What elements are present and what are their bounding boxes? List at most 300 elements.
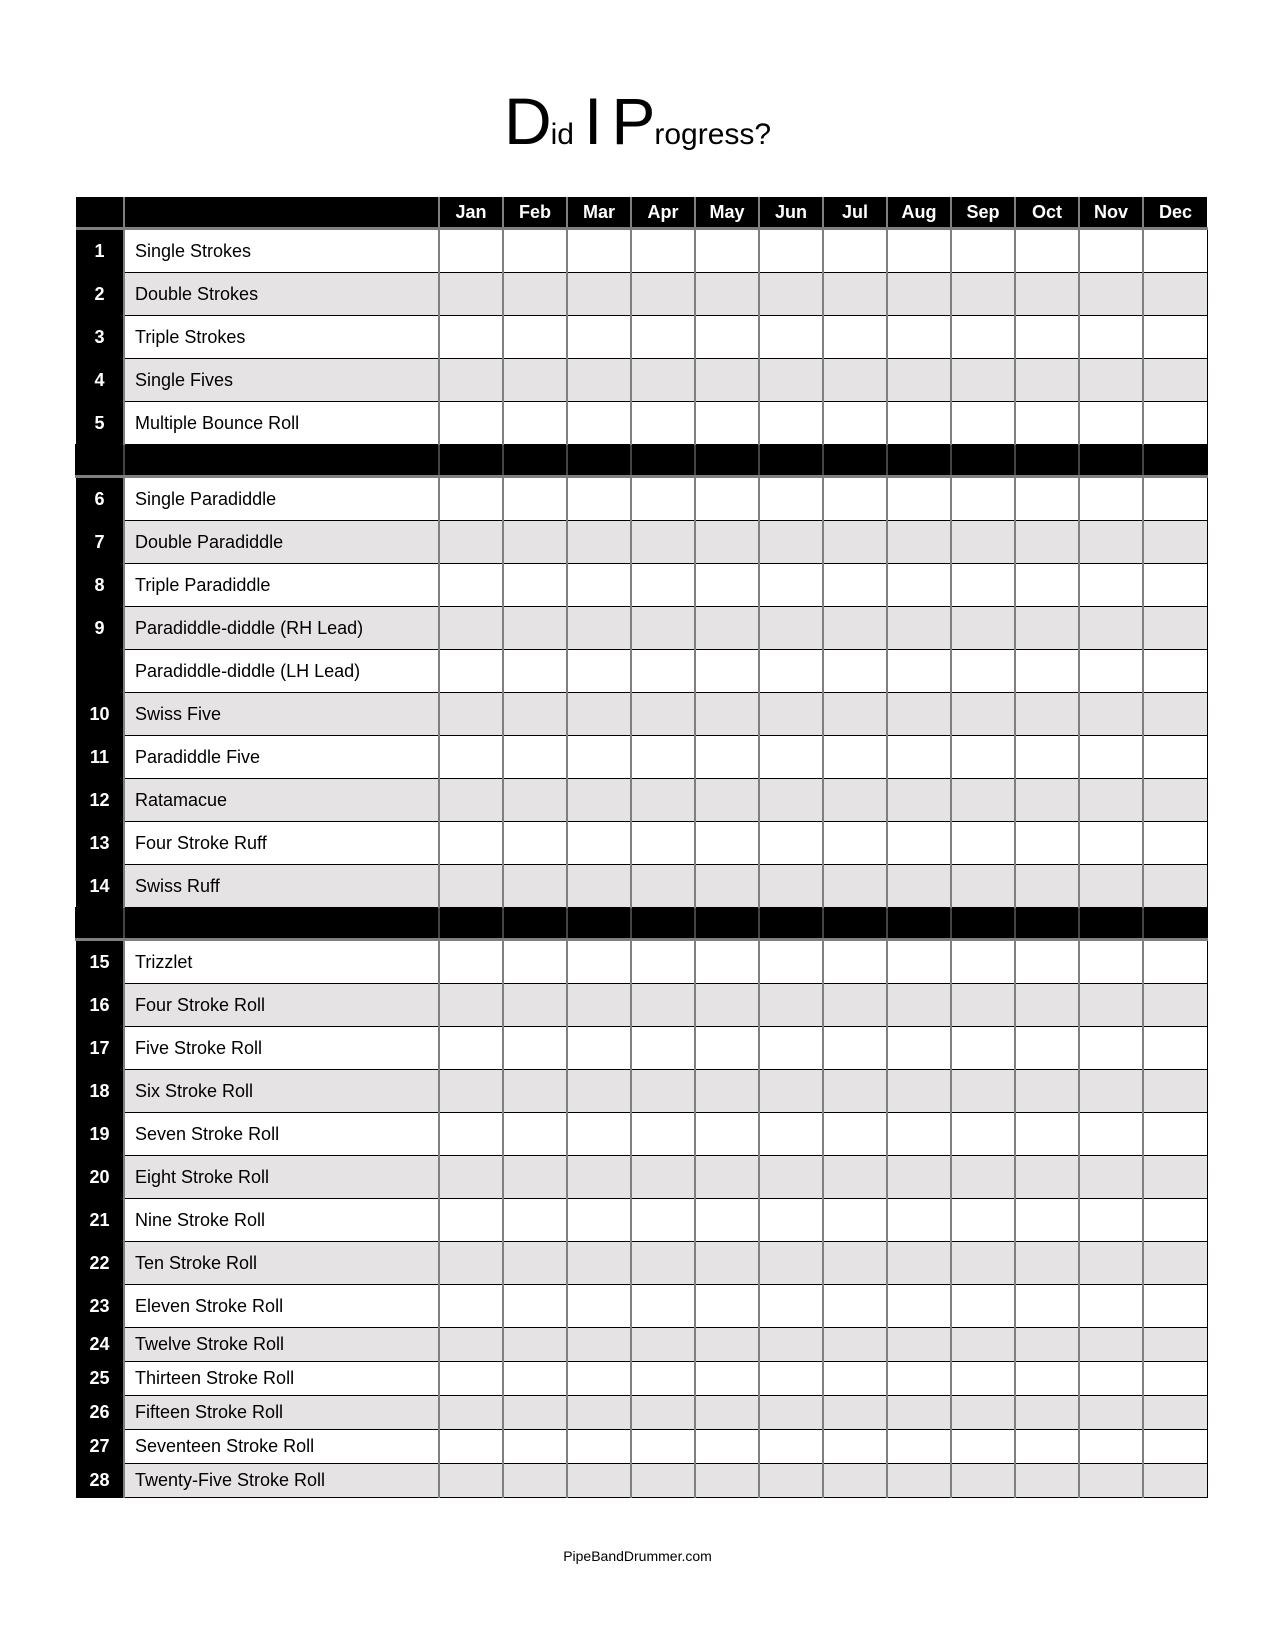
progress-cell-jul[interactable] [823,359,887,402]
progress-cell-apr[interactable] [631,1199,695,1242]
progress-cell-apr[interactable] [631,273,695,316]
progress-cell-jul[interactable] [823,1464,887,1498]
progress-cell-dec[interactable] [1143,779,1207,822]
progress-cell-jun[interactable] [759,650,823,693]
progress-cell-sep[interactable] [951,1430,1015,1464]
progress-cell-feb[interactable] [503,736,567,779]
progress-cell-oct[interactable] [1015,822,1079,865]
progress-cell-nov[interactable] [1079,1464,1143,1498]
progress-cell-feb[interactable] [503,402,567,445]
progress-cell-dec[interactable] [1143,940,1207,984]
progress-cell-sep[interactable] [951,273,1015,316]
progress-cell-jun[interactable] [759,1362,823,1396]
progress-cell-may[interactable] [695,1362,759,1396]
progress-cell-feb[interactable] [503,822,567,865]
progress-cell-jan[interactable] [439,693,503,736]
progress-cell-nov[interactable] [1079,1113,1143,1156]
progress-cell-mar[interactable] [567,822,631,865]
progress-cell-apr[interactable] [631,607,695,650]
progress-cell-jun[interactable] [759,1199,823,1242]
progress-cell-may[interactable] [695,736,759,779]
progress-cell-may[interactable] [695,940,759,984]
progress-cell-nov[interactable] [1079,940,1143,984]
progress-cell-nov[interactable] [1079,229,1143,273]
progress-cell-jul[interactable] [823,1362,887,1396]
progress-cell-may[interactable] [695,1396,759,1430]
progress-cell-oct[interactable] [1015,1242,1079,1285]
progress-cell-mar[interactable] [567,1156,631,1199]
progress-cell-aug[interactable] [887,1027,951,1070]
progress-cell-may[interactable] [695,822,759,865]
progress-cell-feb[interactable] [503,316,567,359]
progress-cell-dec[interactable] [1143,521,1207,564]
progress-cell-oct[interactable] [1015,607,1079,650]
progress-cell-mar[interactable] [567,564,631,607]
progress-cell-aug[interactable] [887,1285,951,1328]
progress-cell-sep[interactable] [951,736,1015,779]
progress-cell-dec[interactable] [1143,1070,1207,1113]
progress-cell-mar[interactable] [567,1070,631,1113]
progress-cell-feb[interactable] [503,564,567,607]
progress-cell-oct[interactable] [1015,1362,1079,1396]
progress-cell-apr[interactable] [631,229,695,273]
progress-cell-mar[interactable] [567,1242,631,1285]
progress-cell-nov[interactable] [1079,359,1143,402]
progress-cell-sep[interactable] [951,1027,1015,1070]
progress-cell-feb[interactable] [503,1430,567,1464]
progress-cell-sep[interactable] [951,984,1015,1027]
progress-cell-jul[interactable] [823,1113,887,1156]
progress-cell-nov[interactable] [1079,1070,1143,1113]
progress-cell-may[interactable] [695,564,759,607]
progress-cell-oct[interactable] [1015,402,1079,445]
progress-cell-apr[interactable] [631,1285,695,1328]
progress-cell-jul[interactable] [823,822,887,865]
progress-cell-dec[interactable] [1143,1464,1207,1498]
progress-cell-aug[interactable] [887,1242,951,1285]
progress-cell-nov[interactable] [1079,693,1143,736]
progress-cell-mar[interactable] [567,1113,631,1156]
progress-cell-aug[interactable] [887,736,951,779]
progress-cell-dec[interactable] [1143,229,1207,273]
progress-cell-sep[interactable] [951,521,1015,564]
progress-cell-feb[interactable] [503,229,567,273]
progress-cell-nov[interactable] [1079,477,1143,521]
progress-cell-jul[interactable] [823,1242,887,1285]
progress-cell-jul[interactable] [823,477,887,521]
progress-cell-oct[interactable] [1015,693,1079,736]
progress-cell-jun[interactable] [759,1070,823,1113]
progress-cell-jul[interactable] [823,316,887,359]
progress-cell-oct[interactable] [1015,1430,1079,1464]
progress-cell-sep[interactable] [951,1156,1015,1199]
progress-cell-apr[interactable] [631,984,695,1027]
progress-cell-oct[interactable] [1015,477,1079,521]
progress-cell-aug[interactable] [887,1199,951,1242]
progress-cell-oct[interactable] [1015,1328,1079,1362]
progress-cell-dec[interactable] [1143,1156,1207,1199]
progress-cell-jan[interactable] [439,1070,503,1113]
progress-cell-apr[interactable] [631,521,695,564]
progress-cell-mar[interactable] [567,984,631,1027]
progress-cell-nov[interactable] [1079,1027,1143,1070]
progress-cell-oct[interactable] [1015,1464,1079,1498]
progress-cell-dec[interactable] [1143,650,1207,693]
progress-cell-nov[interactable] [1079,1285,1143,1328]
progress-cell-jul[interactable] [823,273,887,316]
progress-cell-jun[interactable] [759,822,823,865]
progress-cell-jun[interactable] [759,1396,823,1430]
progress-cell-mar[interactable] [567,1430,631,1464]
progress-cell-feb[interactable] [503,521,567,564]
progress-cell-mar[interactable] [567,1464,631,1498]
progress-cell-feb[interactable] [503,1242,567,1285]
progress-cell-aug[interactable] [887,940,951,984]
progress-cell-oct[interactable] [1015,564,1079,607]
progress-cell-sep[interactable] [951,940,1015,984]
progress-cell-feb[interactable] [503,1070,567,1113]
progress-cell-jun[interactable] [759,1464,823,1498]
progress-cell-jun[interactable] [759,1113,823,1156]
progress-cell-jun[interactable] [759,521,823,564]
progress-cell-nov[interactable] [1079,736,1143,779]
progress-cell-feb[interactable] [503,1156,567,1199]
progress-cell-jan[interactable] [439,1113,503,1156]
progress-cell-apr[interactable] [631,1156,695,1199]
progress-cell-feb[interactable] [503,1362,567,1396]
progress-cell-sep[interactable] [951,1113,1015,1156]
progress-cell-jul[interactable] [823,865,887,908]
progress-cell-dec[interactable] [1143,316,1207,359]
progress-cell-may[interactable] [695,229,759,273]
progress-cell-nov[interactable] [1079,1362,1143,1396]
progress-cell-dec[interactable] [1143,477,1207,521]
progress-cell-mar[interactable] [567,779,631,822]
progress-cell-sep[interactable] [951,1396,1015,1430]
progress-cell-may[interactable] [695,1199,759,1242]
progress-cell-aug[interactable] [887,607,951,650]
progress-cell-sep[interactable] [951,1070,1015,1113]
progress-cell-jan[interactable] [439,822,503,865]
progress-cell-may[interactable] [695,1242,759,1285]
progress-cell-oct[interactable] [1015,984,1079,1027]
progress-cell-nov[interactable] [1079,316,1143,359]
progress-cell-jul[interactable] [823,1156,887,1199]
progress-cell-nov[interactable] [1079,521,1143,564]
progress-cell-nov[interactable] [1079,1156,1143,1199]
progress-cell-sep[interactable] [951,1285,1015,1328]
progress-cell-mar[interactable] [567,521,631,564]
progress-cell-aug[interactable] [887,984,951,1027]
progress-cell-jan[interactable] [439,1328,503,1362]
progress-cell-jul[interactable] [823,736,887,779]
progress-cell-nov[interactable] [1079,1242,1143,1285]
progress-cell-aug[interactable] [887,822,951,865]
progress-cell-aug[interactable] [887,1156,951,1199]
progress-cell-nov[interactable] [1079,650,1143,693]
progress-cell-jun[interactable] [759,1156,823,1199]
progress-cell-dec[interactable] [1143,1113,1207,1156]
progress-cell-sep[interactable] [951,359,1015,402]
progress-cell-dec[interactable] [1143,607,1207,650]
progress-cell-apr[interactable] [631,736,695,779]
progress-cell-feb[interactable] [503,650,567,693]
progress-cell-apr[interactable] [631,693,695,736]
progress-cell-aug[interactable] [887,650,951,693]
progress-cell-jun[interactable] [759,779,823,822]
progress-cell-dec[interactable] [1143,1242,1207,1285]
progress-cell-sep[interactable] [951,693,1015,736]
progress-cell-jan[interactable] [439,1396,503,1430]
progress-cell-apr[interactable] [631,1070,695,1113]
progress-cell-oct[interactable] [1015,1199,1079,1242]
progress-cell-aug[interactable] [887,1328,951,1362]
progress-cell-oct[interactable] [1015,779,1079,822]
progress-cell-feb[interactable] [503,607,567,650]
progress-cell-jul[interactable] [823,1328,887,1362]
progress-cell-jun[interactable] [759,1242,823,1285]
progress-cell-nov[interactable] [1079,607,1143,650]
progress-cell-aug[interactable] [887,1070,951,1113]
progress-cell-apr[interactable] [631,940,695,984]
progress-cell-oct[interactable] [1015,1113,1079,1156]
progress-cell-oct[interactable] [1015,865,1079,908]
progress-cell-feb[interactable] [503,984,567,1027]
progress-cell-sep[interactable] [951,1199,1015,1242]
progress-cell-aug[interactable] [887,1430,951,1464]
progress-cell-jan[interactable] [439,940,503,984]
progress-cell-may[interactable] [695,650,759,693]
progress-cell-aug[interactable] [887,779,951,822]
progress-cell-apr[interactable] [631,779,695,822]
progress-cell-aug[interactable] [887,1113,951,1156]
progress-cell-apr[interactable] [631,1464,695,1498]
progress-cell-sep[interactable] [951,1362,1015,1396]
progress-cell-dec[interactable] [1143,736,1207,779]
progress-cell-feb[interactable] [503,1027,567,1070]
progress-cell-mar[interactable] [567,940,631,984]
progress-cell-nov[interactable] [1079,984,1143,1027]
progress-cell-nov[interactable] [1079,822,1143,865]
progress-cell-dec[interactable] [1143,984,1207,1027]
progress-cell-apr[interactable] [631,477,695,521]
progress-cell-may[interactable] [695,607,759,650]
progress-cell-mar[interactable] [567,359,631,402]
progress-cell-dec[interactable] [1143,1199,1207,1242]
progress-cell-dec[interactable] [1143,359,1207,402]
progress-cell-aug[interactable] [887,273,951,316]
progress-cell-mar[interactable] [567,650,631,693]
progress-cell-jan[interactable] [439,1242,503,1285]
progress-cell-oct[interactable] [1015,650,1079,693]
progress-cell-jun[interactable] [759,1027,823,1070]
progress-cell-feb[interactable] [503,1113,567,1156]
progress-cell-jan[interactable] [439,865,503,908]
progress-cell-feb[interactable] [503,779,567,822]
progress-cell-sep[interactable] [951,1242,1015,1285]
progress-cell-may[interactable] [695,1328,759,1362]
progress-cell-jan[interactable] [439,736,503,779]
progress-cell-jul[interactable] [823,1070,887,1113]
progress-cell-apr[interactable] [631,402,695,445]
progress-cell-oct[interactable] [1015,1070,1079,1113]
progress-cell-may[interactable] [695,1285,759,1328]
progress-cell-sep[interactable] [951,822,1015,865]
progress-cell-jan[interactable] [439,1285,503,1328]
progress-cell-oct[interactable] [1015,229,1079,273]
progress-cell-may[interactable] [695,402,759,445]
progress-cell-jan[interactable] [439,316,503,359]
progress-cell-aug[interactable] [887,564,951,607]
progress-cell-jan[interactable] [439,984,503,1027]
progress-cell-jul[interactable] [823,402,887,445]
progress-cell-sep[interactable] [951,316,1015,359]
progress-cell-sep[interactable] [951,1464,1015,1498]
progress-cell-jan[interactable] [439,1464,503,1498]
progress-cell-jan[interactable] [439,607,503,650]
progress-cell-jul[interactable] [823,1027,887,1070]
progress-cell-jul[interactable] [823,607,887,650]
progress-cell-jul[interactable] [823,1285,887,1328]
progress-cell-apr[interactable] [631,1113,695,1156]
progress-cell-jul[interactable] [823,779,887,822]
progress-cell-feb[interactable] [503,1396,567,1430]
progress-cell-jun[interactable] [759,1328,823,1362]
progress-cell-may[interactable] [695,359,759,402]
progress-cell-may[interactable] [695,316,759,359]
progress-cell-dec[interactable] [1143,1396,1207,1430]
progress-cell-oct[interactable] [1015,1396,1079,1430]
progress-cell-nov[interactable] [1079,1199,1143,1242]
progress-cell-may[interactable] [695,273,759,316]
progress-cell-feb[interactable] [503,1285,567,1328]
progress-cell-aug[interactable] [887,229,951,273]
progress-cell-nov[interactable] [1079,1328,1143,1362]
progress-cell-jul[interactable] [823,984,887,1027]
progress-cell-dec[interactable] [1143,273,1207,316]
progress-cell-jun[interactable] [759,229,823,273]
progress-cell-sep[interactable] [951,779,1015,822]
progress-cell-may[interactable] [695,477,759,521]
progress-cell-sep[interactable] [951,1328,1015,1362]
progress-cell-mar[interactable] [567,1328,631,1362]
progress-cell-nov[interactable] [1079,273,1143,316]
progress-cell-jun[interactable] [759,865,823,908]
progress-cell-oct[interactable] [1015,736,1079,779]
progress-cell-jun[interactable] [759,736,823,779]
progress-cell-apr[interactable] [631,1362,695,1396]
progress-cell-may[interactable] [695,779,759,822]
progress-cell-jun[interactable] [759,316,823,359]
progress-cell-may[interactable] [695,865,759,908]
progress-cell-aug[interactable] [887,316,951,359]
progress-cell-jun[interactable] [759,607,823,650]
progress-cell-jun[interactable] [759,402,823,445]
progress-cell-apr[interactable] [631,865,695,908]
progress-cell-jan[interactable] [439,564,503,607]
progress-cell-nov[interactable] [1079,402,1143,445]
progress-cell-jun[interactable] [759,477,823,521]
progress-cell-aug[interactable] [887,402,951,445]
progress-cell-apr[interactable] [631,1242,695,1285]
progress-cell-feb[interactable] [503,1328,567,1362]
progress-cell-dec[interactable] [1143,564,1207,607]
progress-cell-oct[interactable] [1015,1156,1079,1199]
progress-cell-feb[interactable] [503,1464,567,1498]
progress-cell-nov[interactable] [1079,1430,1143,1464]
progress-cell-oct[interactable] [1015,1285,1079,1328]
progress-cell-aug[interactable] [887,1464,951,1498]
progress-cell-jan[interactable] [439,521,503,564]
progress-cell-jun[interactable] [759,984,823,1027]
progress-cell-dec[interactable] [1143,1285,1207,1328]
progress-cell-jan[interactable] [439,359,503,402]
progress-cell-apr[interactable] [631,650,695,693]
progress-cell-nov[interactable] [1079,1396,1143,1430]
progress-cell-sep[interactable] [951,564,1015,607]
progress-cell-apr[interactable] [631,822,695,865]
progress-cell-jul[interactable] [823,1430,887,1464]
progress-cell-jul[interactable] [823,1199,887,1242]
progress-cell-sep[interactable] [951,865,1015,908]
progress-cell-jul[interactable] [823,1396,887,1430]
progress-cell-nov[interactable] [1079,865,1143,908]
progress-cell-jan[interactable] [439,402,503,445]
progress-cell-mar[interactable] [567,693,631,736]
progress-cell-jul[interactable] [823,521,887,564]
progress-cell-jul[interactable] [823,229,887,273]
progress-cell-mar[interactable] [567,402,631,445]
progress-cell-jan[interactable] [439,650,503,693]
progress-cell-jan[interactable] [439,1199,503,1242]
progress-cell-jun[interactable] [759,564,823,607]
progress-cell-mar[interactable] [567,1199,631,1242]
progress-cell-jun[interactable] [759,693,823,736]
progress-cell-jan[interactable] [439,229,503,273]
progress-cell-aug[interactable] [887,865,951,908]
progress-cell-jul[interactable] [823,940,887,984]
progress-cell-mar[interactable] [567,316,631,359]
progress-cell-apr[interactable] [631,564,695,607]
progress-cell-may[interactable] [695,1156,759,1199]
progress-cell-oct[interactable] [1015,359,1079,402]
progress-cell-nov[interactable] [1079,564,1143,607]
progress-cell-may[interactable] [695,521,759,564]
progress-cell-jun[interactable] [759,1430,823,1464]
progress-cell-dec[interactable] [1143,1328,1207,1362]
progress-cell-sep[interactable] [951,229,1015,273]
progress-cell-dec[interactable] [1143,865,1207,908]
progress-cell-jun[interactable] [759,273,823,316]
progress-cell-apr[interactable] [631,316,695,359]
progress-cell-jan[interactable] [439,779,503,822]
progress-cell-oct[interactable] [1015,521,1079,564]
progress-cell-mar[interactable] [567,607,631,650]
progress-cell-feb[interactable] [503,359,567,402]
progress-cell-aug[interactable] [887,1362,951,1396]
progress-cell-dec[interactable] [1143,1430,1207,1464]
progress-cell-jan[interactable] [439,1362,503,1396]
progress-cell-may[interactable] [695,1070,759,1113]
progress-cell-mar[interactable] [567,477,631,521]
progress-cell-mar[interactable] [567,1027,631,1070]
progress-cell-may[interactable] [695,1027,759,1070]
progress-cell-feb[interactable] [503,940,567,984]
progress-cell-apr[interactable] [631,1430,695,1464]
progress-cell-apr[interactable] [631,1396,695,1430]
progress-cell-oct[interactable] [1015,940,1079,984]
progress-cell-aug[interactable] [887,693,951,736]
